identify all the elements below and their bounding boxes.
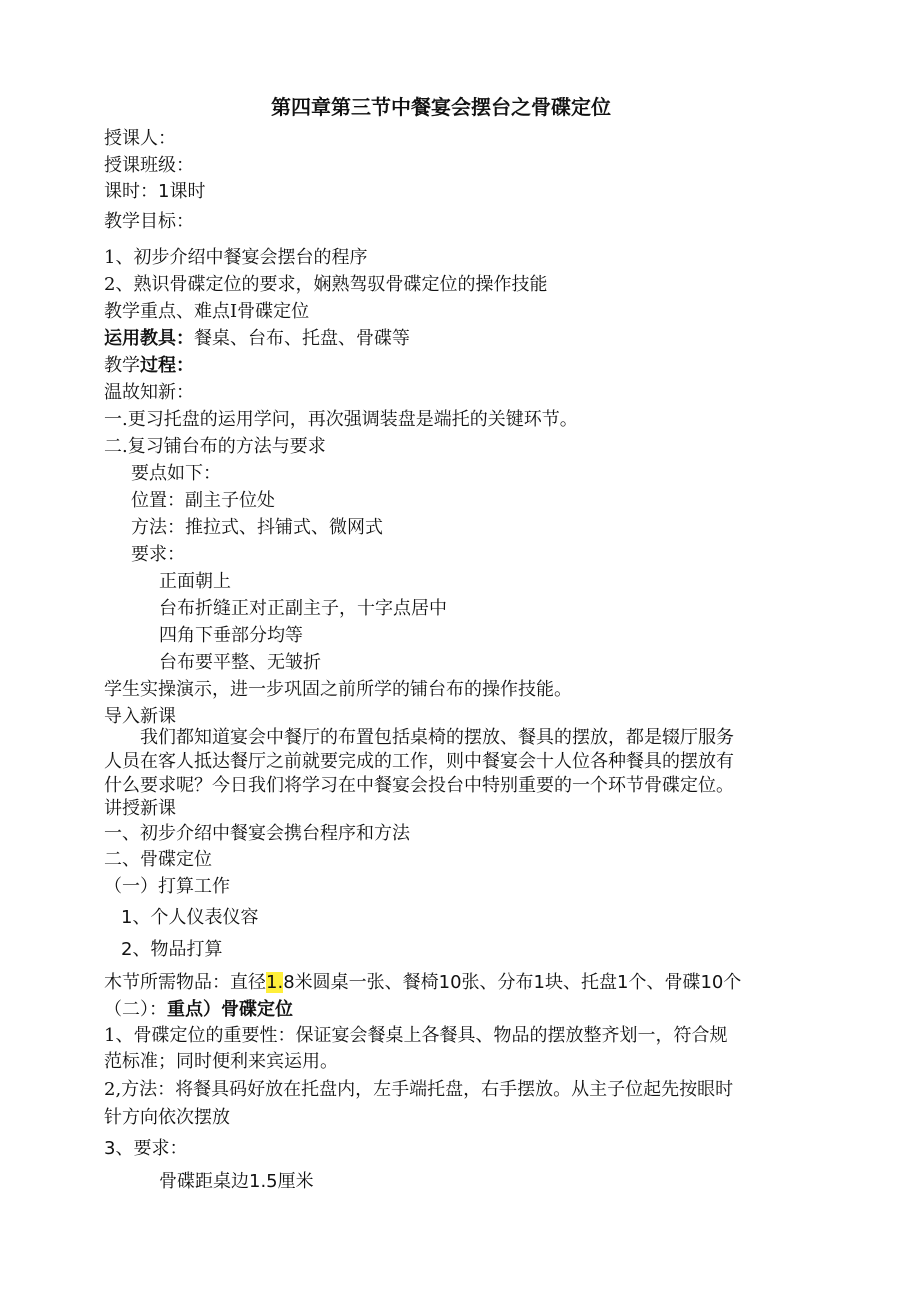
focus-prefix: （二）： xyxy=(104,999,167,1020)
method-desc-1: 2,方法：将餐具码好放在托盘内，左手端托盘，右手摆放。从主子位起先按眼时 xyxy=(104,1079,734,1100)
prep-label: （一）打算工作 xyxy=(104,876,230,897)
process-line xyxy=(104,354,194,378)
distance-requirement: 骨碟距桌边1.5厘米 xyxy=(159,1171,314,1192)
focus-line xyxy=(104,998,293,1022)
intro-label: 导入新课 xyxy=(104,706,176,727)
position-line: 位置：副主子位处 xyxy=(131,490,275,511)
lecture-label: 讲授新课 xyxy=(104,798,176,819)
review-label: 温故知新： xyxy=(104,382,194,403)
requirement-2: 台布折缝正对正副主子，十字点居中 xyxy=(159,598,447,619)
document-title: 第四章第三节中餐宴会摆台之骨碟定位 xyxy=(271,95,611,119)
items-post: 8米圆桌一张、餐椅10张、分布1块、托盘1个、骨碟10个 xyxy=(283,972,742,993)
intro-paragraph-2: 人员在客人抵达餐厅之前就要完成的工作，则中餐宴会十人位各种餐具的摆放有 xyxy=(104,751,734,772)
requirements-label: 要求： xyxy=(131,544,185,565)
objective-1: 1、初步介绍中餐宴会摆台的程序 xyxy=(104,247,368,268)
section-1: 一、初步介绍中餐宴会携台程序和方法 xyxy=(104,823,410,844)
items-pre: 木节所需物品：直径 xyxy=(104,972,266,993)
review-2: 二.复习铺台布的方法与要求 xyxy=(104,436,326,457)
tools-line xyxy=(104,327,410,351)
process-label-a: 教学 xyxy=(104,355,140,376)
teacher-line: 授课人： xyxy=(104,128,176,149)
focus-title: 重点）骨碟定位 xyxy=(167,999,293,1020)
key-points: 教学重点、难点I骨碟定位 xyxy=(104,301,310,322)
items-highlight: 1. xyxy=(266,972,284,993)
process-label-b: 过程： xyxy=(140,355,194,376)
method-desc-2: 针方向依次摆放 xyxy=(104,1107,230,1128)
objective-2: 2、熟识骨碟定位的要求，娴熟驾驭骨碟定位的操作技能 xyxy=(104,274,548,295)
requirements-3-label: 3、要求： xyxy=(104,1138,188,1159)
intro-paragraph-1: 我们都知道宴会中餐厅的布置包括桌椅的摆放、餐具的摆放，都是辍厅服务 xyxy=(140,727,734,748)
requirement-1: 正面朝上 xyxy=(159,571,231,592)
items-line xyxy=(104,971,741,995)
importance-2: 范标准；同时便利来宾运用。 xyxy=(104,1051,338,1072)
intro-paragraph-3: 什么要求呢？今日我们将学习在中餐宴会投台中特别重要的一个环节骨碟定位。 xyxy=(104,775,734,796)
requirement-3: 四角下垂部分均等 xyxy=(159,625,303,646)
demo-line: 学生实操演示，进一步巩固之前所学的铺台布的操作技能。 xyxy=(104,679,572,700)
review-1: 一.更习托盘的运用学问，再次强调装盘是端托的关键环节。 xyxy=(104,409,578,430)
objectives-label: 教学目标： xyxy=(104,211,194,232)
class-line: 授课班级： xyxy=(104,155,194,176)
prep-1: 1、个人仪表仪容 xyxy=(121,907,259,928)
importance-1: 1、骨碟定位的重要性：保证宴会餐桌上各餐具、物品的摆放整齐划一，符合规 xyxy=(104,1025,728,1046)
prep-2: 2、物品打算 xyxy=(121,939,223,960)
hours-line: 课时：1课时 xyxy=(104,181,206,202)
section-2: 二、骨碟定位 xyxy=(104,849,212,870)
points-label: 要点如下： xyxy=(131,463,221,484)
requirement-4: 台布要平整、无皱折 xyxy=(159,652,321,673)
tools-value: 餐桌、台布、托盘、骨碟等 xyxy=(194,328,410,349)
method-line: 方法：推拉式、抖铺式、微网式 xyxy=(131,517,383,538)
tools-label: 运用教具： xyxy=(104,328,194,349)
